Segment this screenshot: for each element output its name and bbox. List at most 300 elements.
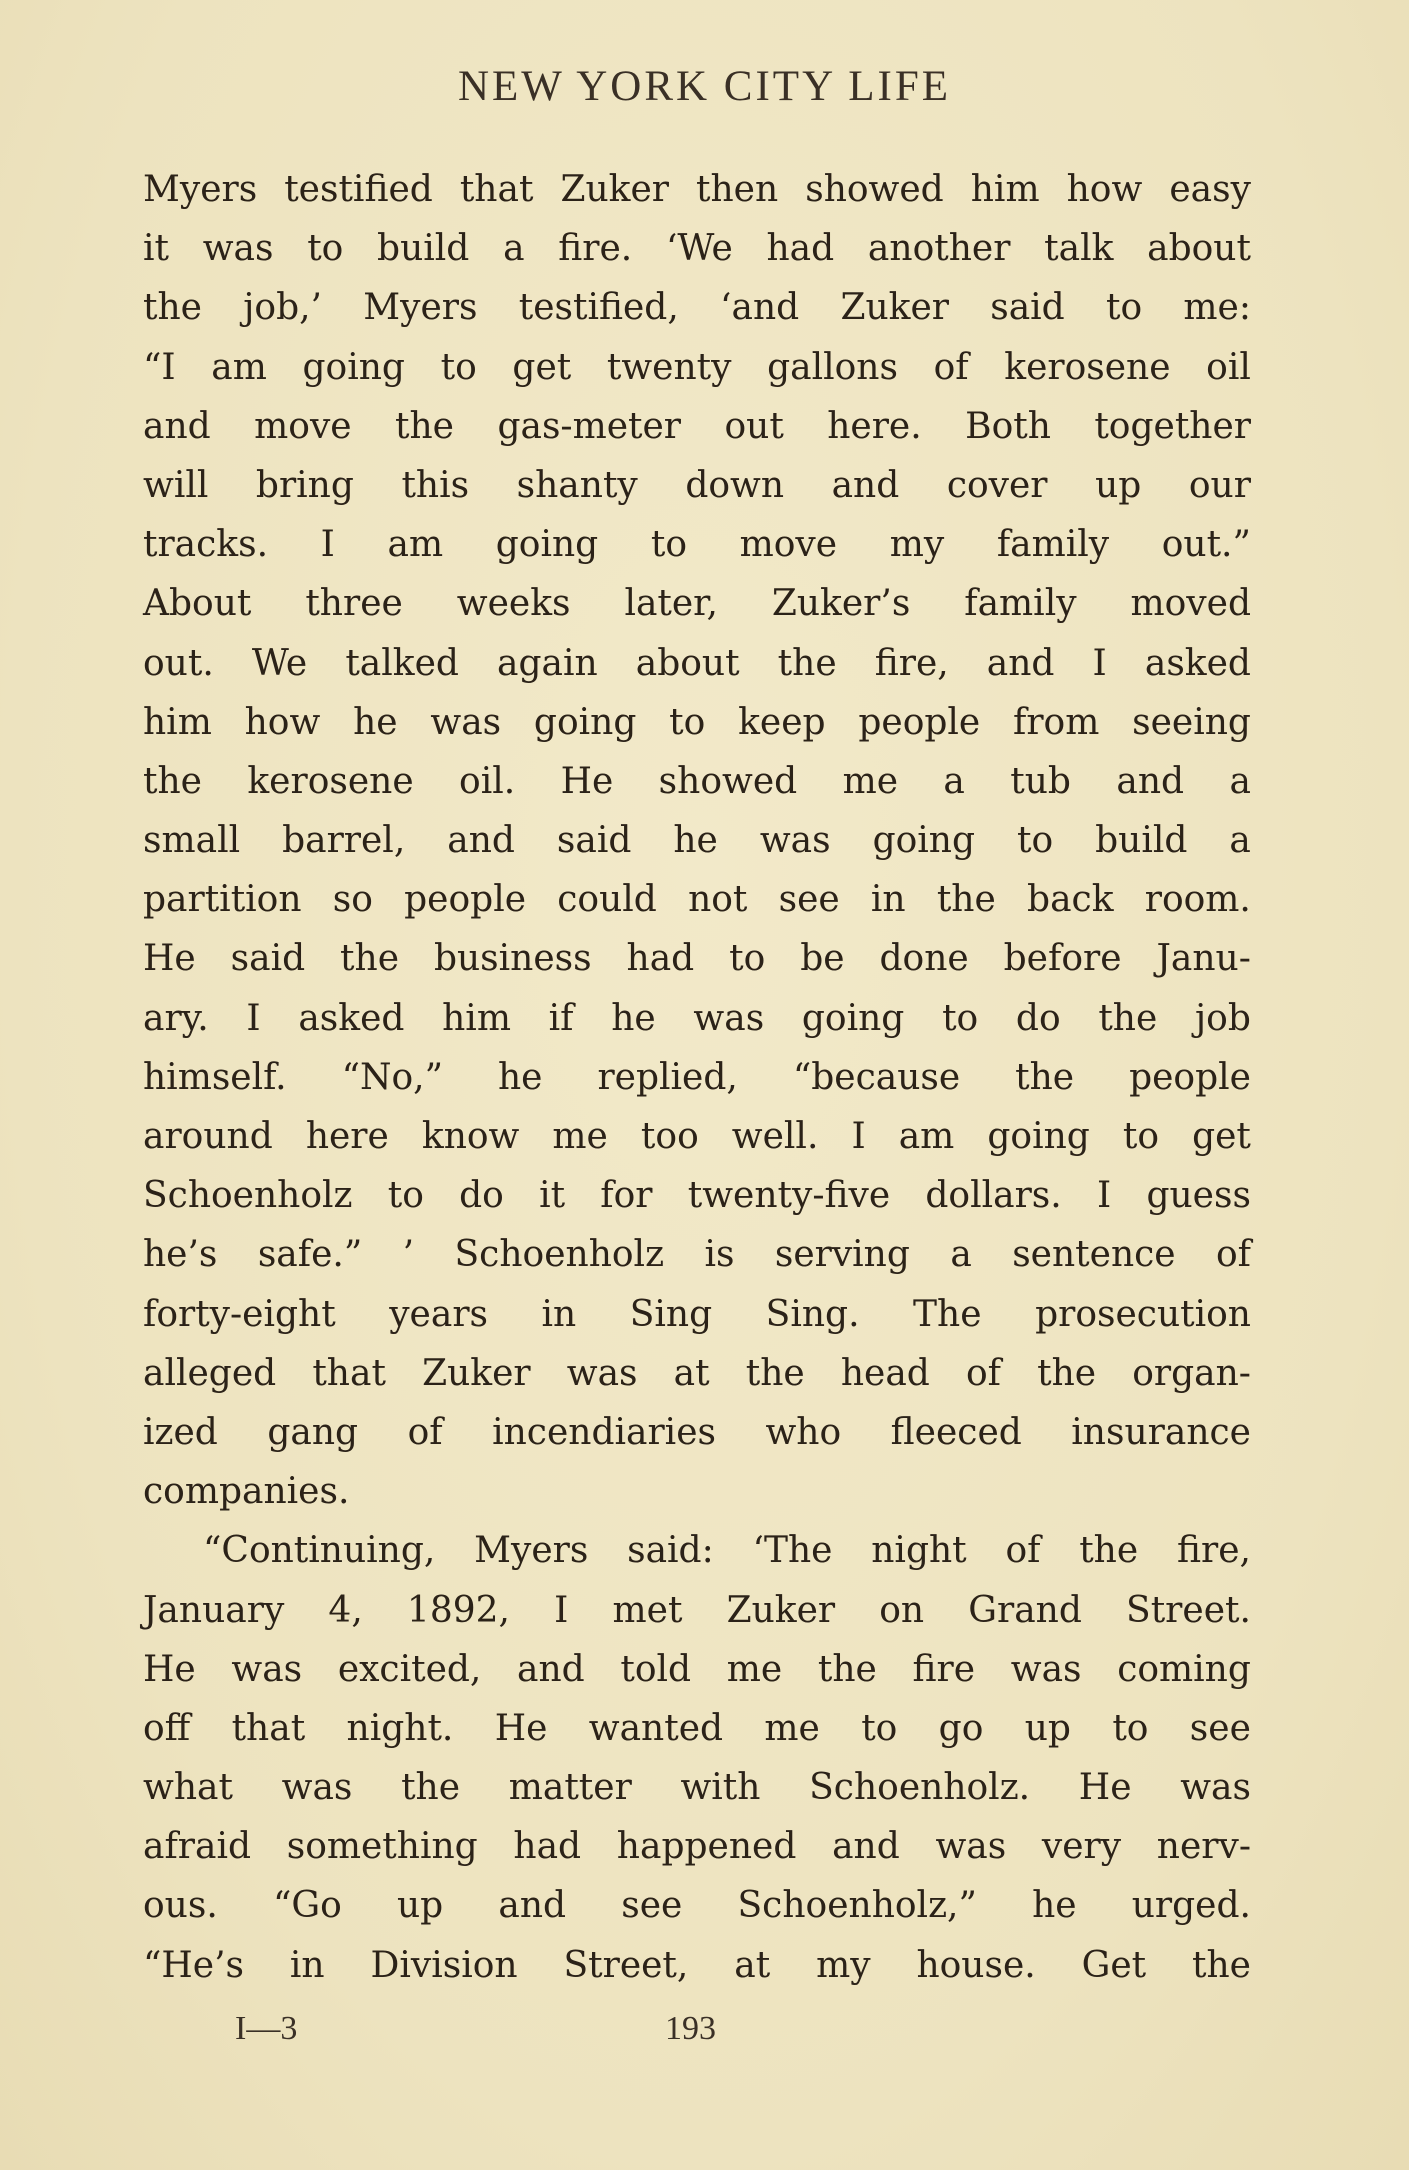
word: and: [498, 1885, 567, 1927]
word: ‘The: [752, 1530, 833, 1572]
word: and: [517, 1648, 585, 1690]
word: and: [447, 820, 515, 862]
word: then: [696, 169, 779, 210]
word: keep: [738, 701, 826, 743]
word: tracks.: [143, 524, 269, 566]
word: something: [286, 1826, 478, 1868]
word: asked: [298, 997, 405, 1039]
word: the: [143, 287, 202, 329]
word: later,: [624, 583, 718, 625]
word: was: [1010, 1648, 1082, 1690]
word: was: [281, 1767, 353, 1809]
word: replied,: [597, 1056, 738, 1098]
word: a: [503, 228, 525, 270]
running-head: NEW YORK CITY LIFE: [457, 63, 952, 110]
text-line: [143, 1758, 1251, 1817]
word: see: [1189, 1707, 1251, 1749]
word: around: [143, 1116, 273, 1157]
body-text: [143, 160, 1251, 1995]
word: matter: [508, 1767, 632, 1809]
word: Zuker’s: [771, 583, 911, 625]
word: get: [512, 346, 572, 388]
word: bring: [255, 464, 354, 506]
word: coming: [1117, 1648, 1251, 1690]
text-line: [143, 1462, 1251, 1521]
word: “No,”: [341, 1056, 444, 1098]
word: out.: [143, 642, 214, 684]
text-line: [143, 634, 1251, 693]
word: room.: [1144, 879, 1251, 921]
word: family: [996, 524, 1110, 566]
word: of: [933, 346, 969, 388]
word: going: [495, 524, 599, 566]
word: insurance: [1071, 1411, 1251, 1453]
word: Street,: [563, 1944, 689, 1986]
word: my: [889, 524, 945, 566]
word: about: [635, 642, 740, 684]
word: seeing: [1132, 701, 1251, 743]
text-line: [143, 752, 1251, 811]
word: Zuker: [840, 287, 949, 329]
word: him: [970, 169, 1040, 210]
word: kerosene: [1004, 346, 1171, 388]
word: of: [407, 1411, 443, 1453]
word: to: [307, 228, 344, 270]
word: night: [871, 1530, 967, 1572]
word: to: [942, 997, 979, 1039]
word: organ-: [1132, 1352, 1251, 1394]
word: that: [459, 169, 534, 210]
word: see: [778, 879, 840, 921]
word: showed: [658, 760, 798, 802]
text-line: [143, 515, 1251, 574]
word: fire: [912, 1648, 976, 1690]
word: the: [143, 760, 202, 802]
word: Janu-: [1156, 938, 1251, 980]
word: on: [879, 1589, 925, 1631]
text-line: [143, 160, 1251, 219]
word: twenty: [606, 346, 732, 388]
word: together: [1094, 405, 1251, 447]
word: 1892,: [406, 1589, 510, 1631]
word: urged.: [1131, 1885, 1251, 1927]
word: gallons: [767, 346, 898, 388]
word: “because: [792, 1056, 961, 1098]
word: I: [851, 1116, 866, 1157]
word: ous.: [143, 1885, 218, 1927]
word: asked: [1144, 642, 1251, 684]
signature-mark: I—3: [235, 2010, 298, 2047]
word: up: [396, 1885, 444, 1927]
page-number: 193: [665, 2010, 716, 2047]
word: ary.: [143, 997, 209, 1039]
text-line: [143, 1285, 1251, 1344]
word: the: [817, 1648, 877, 1690]
word: kerosene: [247, 760, 414, 802]
word: family: [964, 583, 1077, 625]
word: he: [498, 1056, 543, 1098]
word: will: [143, 464, 209, 506]
word: We: [251, 642, 308, 684]
word: talked: [345, 642, 459, 684]
word: people: [404, 879, 527, 921]
text-line: [143, 397, 1251, 456]
word: nerv-: [1156, 1826, 1251, 1868]
word: out: [724, 405, 784, 447]
word: fire.: [558, 228, 633, 270]
word: a: [1229, 760, 1251, 802]
word: me: [842, 760, 899, 802]
word: Sing: [629, 1293, 713, 1335]
text-line: [143, 278, 1251, 337]
word: house.: [916, 1944, 1036, 1986]
word: met: [612, 1589, 683, 1631]
word: was: [1180, 1767, 1251, 1809]
word: was: [430, 701, 502, 743]
word: he: [611, 997, 656, 1039]
word: at: [673, 1352, 710, 1394]
text-line: [143, 574, 1251, 633]
word: had: [766, 228, 835, 270]
word: am: [387, 524, 444, 566]
word: Sing.: [765, 1293, 860, 1335]
word: ‘and: [720, 287, 800, 329]
word: it: [539, 1175, 566, 1217]
word: forty-eight: [143, 1293, 336, 1335]
word: be: [800, 938, 845, 980]
word: going: [987, 1116, 1090, 1157]
word: in: [541, 1293, 577, 1335]
word: talk: [1044, 228, 1114, 270]
word: I: [1092, 642, 1107, 684]
word: a: [943, 760, 965, 802]
text-line: [143, 1699, 1251, 1758]
word: and: [143, 405, 211, 447]
word: 4,: [328, 1589, 363, 1631]
word: said: [990, 287, 1065, 329]
word: “Go: [272, 1885, 342, 1927]
word: I: [1096, 1175, 1112, 1217]
word: going: [302, 346, 405, 388]
word: He: [143, 1648, 196, 1690]
word: “I: [143, 346, 176, 388]
word: a: [950, 1234, 972, 1276]
word: was: [935, 1826, 1007, 1868]
word: Schoenholz: [143, 1175, 353, 1217]
word: I: [246, 997, 261, 1039]
word: was: [759, 820, 831, 862]
word: companies.: [143, 1471, 350, 1513]
word: him: [143, 701, 212, 743]
word: “Continuing,: [203, 1530, 436, 1572]
word: he’s: [143, 1234, 218, 1276]
word: get: [1192, 1116, 1251, 1157]
word: dollars.: [925, 1175, 1062, 1217]
text-line: [143, 1344, 1251, 1403]
word: said:: [627, 1530, 714, 1572]
word: it: [143, 228, 169, 270]
word: the: [1079, 1530, 1139, 1572]
word: He: [560, 760, 614, 802]
text-line: [143, 811, 1251, 870]
word: to: [1106, 287, 1143, 329]
word: cover: [946, 464, 1048, 506]
word: that: [312, 1352, 386, 1394]
word: who: [765, 1411, 842, 1453]
word: About: [143, 583, 252, 625]
word: do: [1015, 997, 1061, 1039]
word: build: [377, 228, 470, 270]
word: to: [387, 1175, 424, 1217]
word: He: [494, 1707, 548, 1749]
word: off: [143, 1707, 191, 1749]
word: to: [729, 938, 766, 980]
word: that: [231, 1707, 306, 1749]
text-line: [143, 219, 1251, 278]
word: him: [442, 997, 511, 1039]
word: our: [1188, 464, 1251, 506]
word: Street.: [1126, 1589, 1251, 1631]
word: me:: [1183, 287, 1251, 329]
word: the: [1098, 997, 1158, 1039]
text-line: [143, 693, 1251, 752]
word: three: [305, 583, 403, 625]
word: was: [693, 997, 765, 1039]
word: how: [1066, 169, 1143, 210]
word: job: [1195, 997, 1251, 1039]
word: Myers: [474, 1530, 589, 1572]
word: had: [513, 1826, 582, 1868]
word: the: [936, 879, 996, 921]
word: people: [858, 701, 981, 743]
word: He: [1078, 1767, 1132, 1809]
word: showed: [805, 169, 944, 210]
word: wanted: [588, 1707, 724, 1749]
word: small: [143, 820, 241, 862]
word: I: [320, 524, 335, 566]
word: ‘We: [665, 228, 733, 270]
word: testified,: [518, 287, 679, 329]
word: said: [230, 938, 306, 980]
word: had: [626, 938, 695, 980]
word: night.: [346, 1707, 454, 1749]
word: another: [867, 228, 1011, 270]
word: Zuker: [560, 169, 669, 210]
word: do: [459, 1175, 504, 1217]
word: a: [1229, 820, 1251, 862]
word: me: [764, 1707, 820, 1749]
word: Both: [965, 405, 1051, 447]
text-line: [143, 870, 1251, 929]
word: in: [289, 1944, 325, 1986]
word: Myers: [363, 287, 478, 329]
word: am: [211, 346, 267, 388]
word: The: [913, 1293, 982, 1335]
word: to: [861, 1707, 898, 1749]
text-line: [143, 1521, 1251, 1580]
word: to: [1122, 1116, 1160, 1157]
word: am: [898, 1116, 955, 1157]
word: afraid: [143, 1826, 252, 1868]
word: of: [1216, 1234, 1251, 1276]
text-line: [143, 338, 1251, 397]
word: Schoenholz,”: [737, 1885, 977, 1927]
text-line: [143, 1048, 1251, 1107]
word: to: [650, 524, 687, 566]
word: build: [1095, 820, 1188, 862]
word: in: [870, 879, 906, 921]
word: me: [552, 1116, 608, 1157]
word: the: [401, 1767, 461, 1809]
word: the: [1015, 1056, 1075, 1098]
word: fire,: [874, 642, 949, 684]
word: he: [673, 820, 718, 862]
word: to: [440, 346, 477, 388]
word: people: [1129, 1056, 1251, 1098]
text-line: [143, 1225, 1251, 1284]
word: here: [305, 1116, 389, 1157]
word: Zuker: [726, 1589, 836, 1631]
word: the: [340, 938, 400, 980]
word: here.: [827, 405, 922, 447]
word: the: [1192, 1944, 1251, 1986]
text-line: [143, 1936, 1251, 1995]
word: down: [685, 464, 785, 506]
word: with: [680, 1767, 761, 1809]
word: if: [548, 997, 574, 1039]
word: out.”: [1161, 524, 1251, 566]
word: Zuker: [422, 1352, 531, 1394]
word: was: [202, 228, 274, 270]
word: January: [143, 1589, 285, 1631]
word: how: [244, 701, 321, 743]
word: incendiaries: [492, 1411, 716, 1453]
page-footer: [0, 2010, 1409, 2060]
word: so: [332, 879, 373, 921]
text-line: [143, 1581, 1251, 1640]
word: I: [554, 1589, 569, 1631]
word: gang: [267, 1411, 359, 1453]
word: prosecution: [1035, 1293, 1251, 1335]
word: the: [777, 642, 837, 684]
word: very: [1041, 1826, 1122, 1868]
word: the: [1037, 1352, 1097, 1394]
word: fleeced: [890, 1411, 1022, 1453]
word: to: [669, 701, 706, 743]
word: gas-meter: [497, 405, 682, 447]
word: done: [879, 938, 969, 980]
word: the: [395, 405, 454, 447]
word: “He’s: [143, 1944, 245, 1986]
word: know: [421, 1116, 520, 1157]
word: safe.”: [257, 1234, 363, 1276]
word: at: [734, 1944, 771, 1986]
word: before: [1003, 938, 1122, 980]
word: up: [1095, 464, 1142, 506]
word: my: [816, 1944, 871, 1986]
word: head: [840, 1352, 930, 1394]
word: going: [801, 997, 905, 1039]
word: move: [739, 524, 838, 566]
word: Schoenholz: [454, 1234, 665, 1276]
word: job,’: [243, 287, 323, 329]
word: about: [1147, 228, 1251, 270]
word: and: [831, 464, 900, 506]
word: and: [1116, 760, 1185, 802]
word: was: [566, 1352, 638, 1394]
word: Schoenholz.: [809, 1767, 1031, 1809]
word: told: [620, 1648, 692, 1690]
word: of: [965, 1352, 1001, 1394]
word: He: [143, 938, 196, 980]
word: to: [1112, 1707, 1149, 1749]
word: alleged: [143, 1352, 277, 1394]
text-line: [143, 929, 1251, 988]
word: of: [1005, 1530, 1041, 1572]
word: Myers: [143, 169, 258, 210]
text-line: [143, 1403, 1251, 1462]
word: and: [986, 642, 1055, 684]
word: ized: [143, 1411, 218, 1453]
word: Get: [1081, 1944, 1147, 1986]
word: from: [1013, 701, 1100, 743]
word: he: [1032, 1885, 1077, 1927]
word: he: [353, 701, 398, 743]
word: not: [688, 879, 748, 921]
word: business: [433, 938, 592, 980]
text-line: [143, 1166, 1251, 1225]
word: happened: [616, 1826, 797, 1868]
word: too: [640, 1116, 699, 1157]
word: Grand: [968, 1589, 1082, 1631]
text-line: [143, 989, 1251, 1048]
word: move: [254, 405, 352, 447]
word: barrel,: [282, 820, 406, 862]
word: ’: [402, 1234, 415, 1276]
word: well.: [731, 1116, 819, 1157]
word: testified: [284, 169, 433, 210]
word: Division: [370, 1944, 518, 1986]
word: see: [621, 1885, 683, 1927]
word: twenty-five: [687, 1175, 891, 1217]
word: could: [557, 879, 657, 921]
word: excited,: [337, 1648, 482, 1690]
word: oil.: [459, 760, 516, 802]
word: tub: [1010, 760, 1071, 802]
text-line: [143, 1876, 1251, 1935]
word: oil: [1206, 346, 1251, 388]
word: shanty: [516, 464, 638, 506]
word: is: [704, 1234, 735, 1276]
word: to: [1017, 820, 1054, 862]
word: for: [600, 1175, 653, 1217]
word: up: [1024, 1707, 1071, 1749]
word: serving: [774, 1234, 910, 1276]
word: what: [143, 1767, 233, 1809]
text-line: [143, 1640, 1251, 1699]
word: going: [533, 701, 637, 743]
word: weeks: [456, 583, 571, 625]
word: years: [389, 1293, 489, 1335]
word: again: [497, 642, 598, 684]
word: easy: [1169, 169, 1251, 210]
word: this: [401, 464, 470, 506]
text-line: [143, 456, 1251, 515]
word: guess: [1146, 1175, 1251, 1217]
word: and: [832, 1826, 900, 1868]
word: going: [872, 820, 976, 862]
word: me: [726, 1648, 783, 1690]
